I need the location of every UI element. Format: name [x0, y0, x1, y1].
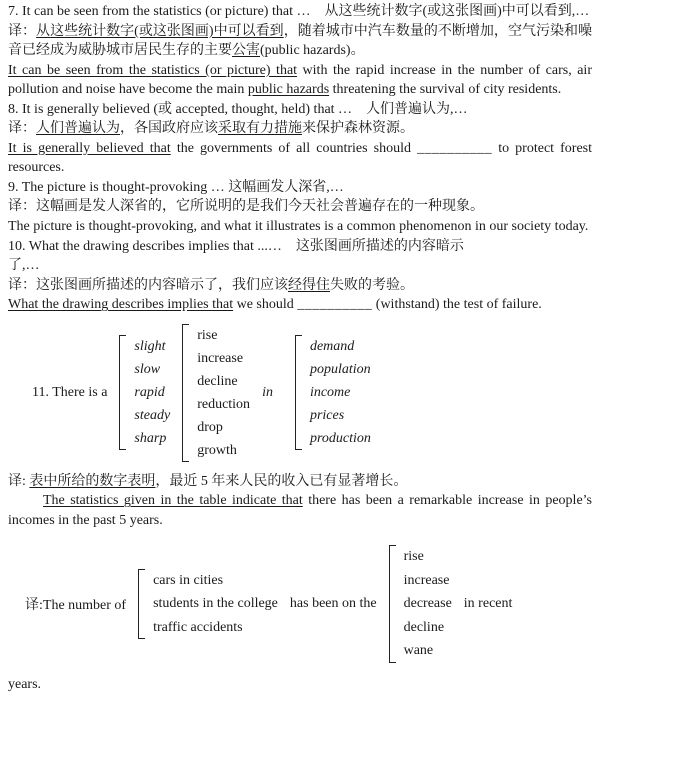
text-run: we should [233, 297, 298, 313]
option-word: increase [197, 350, 244, 366]
left-bracket-icon [182, 324, 189, 462]
text-run: 译： [8, 121, 36, 137]
bracket-word-list [310, 335, 371, 450]
option-word: students in the college [153, 596, 278, 612]
item-11-cn-translation [8, 472, 592, 492]
text-run: 这张图画所描述的内容暗示 [295, 238, 464, 254]
text-run: 8. It is generally believed (或 accepted, thought, held) that … [8, 101, 367, 117]
fill-in-blank: __________ [297, 297, 373, 313]
text-run: 失败的考验。 [330, 277, 414, 293]
item-10-en-example [8, 295, 592, 315]
item-11-example-2 [25, 543, 592, 665]
item-10-pattern-line2 [8, 256, 592, 276]
item-11-en-example [8, 491, 592, 530]
item-10-cn-translation [8, 276, 592, 296]
bracket-group [119, 333, 170, 452]
item-8-pattern [8, 100, 592, 120]
text-run: 来保护森林资源。 [302, 121, 414, 137]
bracket-group [138, 567, 278, 642]
bracket-word-list [404, 545, 452, 663]
option-word: decline [197, 373, 238, 389]
option-word: prices [309, 408, 345, 424]
item-10-pattern-line1 [8, 237, 592, 257]
underlined-phrase: 表中所给的数字表明 [29, 473, 156, 489]
underlined-phrase: 采取有力措施 [218, 121, 302, 137]
text-run: ，最近 5 年来人民的收入已有显著增长。 [155, 473, 408, 489]
option-word: decline [403, 619, 445, 635]
text-run: 从这些统计数字(或这张图画)中可以看到,… [324, 4, 590, 19]
option-word: rapid [134, 385, 165, 401]
item-9-cn-translation [8, 197, 592, 217]
text-run: 译：这幅画是发人深省的，它所说明的是我们今天社会普遍存在的一种现象。 [8, 199, 484, 215]
option-word: demand [309, 339, 355, 355]
text-run: 译： [8, 23, 37, 39]
trailing-years [8, 675, 592, 695]
underlined-phrase: public hazards [247, 82, 330, 98]
underlined-phrase: 从这些统计数字(或这张图画)中可以看到 [36, 23, 284, 39]
bracket-word-list [134, 335, 170, 450]
item-8-en-example [8, 139, 592, 178]
text-run: 11. There is a [32, 384, 108, 400]
text-run: the governments of all countries should [170, 140, 418, 156]
item-7-cn-translation [8, 22, 592, 61]
option-word: drop [197, 419, 223, 435]
text-run: in [262, 384, 273, 400]
text-run: ，各国政府应该 [120, 121, 218, 137]
text-run: to protect forest resources. [8, 140, 593, 176]
option-word: production [309, 431, 371, 447]
option-word: sharp [134, 431, 167, 447]
text-run: 了,… [8, 258, 40, 274]
text-run: years. [8, 676, 42, 692]
left-bracket-icon [295, 335, 302, 450]
bracket-group [295, 333, 371, 452]
left-bracket-icon [138, 569, 145, 640]
text-run: 这幅画发人深省,… [228, 179, 344, 195]
underlined-phrase: 人们普遍认为 [36, 121, 120, 137]
option-word: income [309, 385, 351, 401]
option-word: reduction [197, 396, 251, 412]
bracket-group [182, 322, 250, 464]
text-run: threatening the survival of city residents. [329, 82, 562, 98]
text-run: (withstand) the test of failure. [372, 297, 542, 313]
text-run: The picture is thought-provoking, and what it illustrates is a common phenomenon in our society today. [8, 219, 589, 235]
option-word: steady [134, 408, 171, 424]
option-word: rise [197, 327, 218, 343]
text-run: ，随着城市中汽车数量的不断增加，空气污染和噪音已经成为威胁城市居民生存的主要 [8, 23, 593, 59]
underlined-phrase: What the drawing describes implies that [8, 297, 234, 313]
left-bracket-icon [389, 545, 396, 663]
underlined-phrase: 经得住 [288, 277, 330, 293]
option-word: population [309, 362, 371, 378]
item-7-en-example [8, 61, 592, 100]
item-9-en-example [8, 217, 592, 237]
text-run: 7. It can be seen from the statistics (or picture) that … [8, 4, 325, 19]
option-word: growth [197, 442, 237, 458]
bracket-group [389, 543, 452, 665]
text-run: 9. The picture is thought-provoking … [8, 179, 229, 195]
option-word: cars in cities [153, 572, 224, 588]
text-run: 译:The number of [25, 598, 127, 614]
option-word: decrease [403, 596, 452, 612]
text-run: 人们普遍认为,… [366, 101, 468, 117]
text-run: with the rapid increase in the number of cars, air pollution and noise have become the main [8, 62, 592, 98]
underlined-phrase: 公害 [232, 43, 260, 59]
text-run: has been on the [289, 596, 377, 612]
option-word: slight [134, 339, 166, 355]
left-bracket-icon [119, 335, 126, 450]
text-run: 10. What the drawing describes implies that ...… [8, 238, 296, 254]
item-8-cn-translation [8, 119, 592, 139]
option-word: rise [403, 549, 424, 565]
text-run: 译: [8, 473, 30, 489]
underlined-phrase: It can be seen from the statistics (or picture) that [8, 62, 298, 78]
text-run: in recent [463, 596, 513, 612]
item-7-pattern [8, 2, 592, 22]
bracket-word-list [197, 324, 250, 462]
text-run: there has been a remarkable increase in people’s incomes in the past 5 years. [8, 493, 592, 528]
item-9-pattern [8, 178, 592, 198]
underlined-phrase: The statistics given in the table indicate that [43, 493, 303, 509]
underlined-phrase: It is generally believed that [8, 140, 171, 156]
option-word: traffic accidents [153, 619, 243, 635]
option-word: wane [403, 643, 434, 659]
option-word: increase [403, 572, 450, 588]
text-run: (public hazards)。 [260, 43, 365, 59]
option-word: slow [134, 362, 161, 378]
item-11-pattern [32, 322, 592, 464]
fill-in-blank: __________ [417, 140, 493, 156]
bracket-word-list [153, 569, 278, 640]
text-run: 译：这张图画所描述的内容暗示了，我们应该 [8, 277, 288, 293]
